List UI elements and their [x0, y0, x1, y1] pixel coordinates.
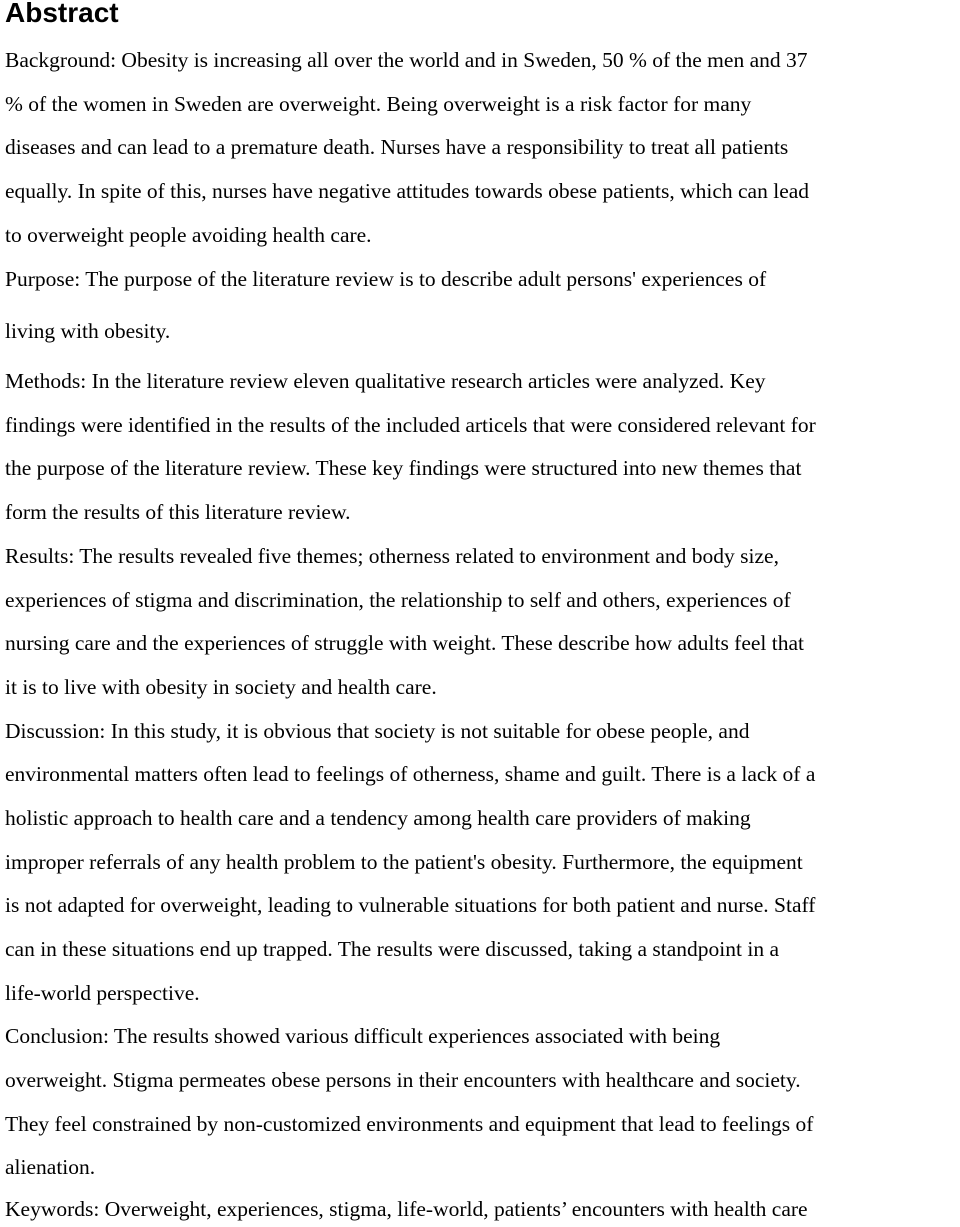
methods-line-1: Methods: In the literature review eleven qualitative research articles were analyzed. Key: [5, 369, 766, 393]
methods-line-2: findings were identified in the results of the included articels that were considered relevant for: [5, 413, 816, 437]
methods-line-4: form the results of this literature review.: [5, 500, 351, 524]
discussion-line-1: Discussion: In this study, it is obvious that society is not suitable for obese people, and: [5, 719, 750, 743]
discussion-line-3: holistic approach to health care and a tendency among health care providers of making: [5, 806, 751, 830]
results-line-1: Results: The results revealed five themes; otherness related to environment and body size,: [5, 544, 779, 568]
background-line-1: Background: Obesity is increasing all over the world and in Sweden, 50 % of the men and 37: [5, 48, 808, 72]
keywords-line: Keywords: Overweight, experiences, stigma, life-world, patients’ encounters with health care: [5, 1197, 808, 1221]
discussion-line-5: is not adapted for overweight, leading to vulnerable situations for both patient and nurse. Staff: [5, 893, 816, 917]
discussion-line-2: environmental matters often lead to feelings of otherness, shame and guilt. There is a lack of a: [5, 762, 816, 786]
conclusion-line-2: overweight. Stigma permeates obese persons in their encounters with healthcare and society.: [5, 1068, 801, 1092]
methods-line-3: the purpose of the literature review. These key findings were structured into new themes that: [5, 456, 802, 480]
abstract-heading: Abstract: [5, 0, 119, 28]
background-line-5: to overweight people avoiding health care.: [5, 223, 372, 247]
results-line-2: experiences of stigma and discrimination, the relationship to self and others, experiences of: [5, 588, 791, 612]
background-line-3: diseases and can lead to a premature death. Nurses have a responsibility to treat all patients: [5, 135, 789, 159]
conclusion-line-3: They feel constrained by non-customized environments and equipment that lead to feelings of: [5, 1112, 814, 1136]
background-line-4: equally. In spite of this, nurses have negative attitudes towards obese patients, which can lead: [5, 179, 810, 203]
results-line-3: nursing care and the experiences of struggle with weight. These describe how adults feel that: [5, 631, 805, 655]
discussion-line-6: can in these situations end up trapped. The results were discussed, taking a standpoint in a: [5, 937, 780, 961]
results-line-4: it is to live with obesity in society and health care.: [5, 675, 437, 699]
purpose-line-2: living with obesity.: [5, 319, 171, 343]
conclusion-line-1: Conclusion: The results showed various difficult experiences associated with being: [5, 1024, 721, 1048]
discussion-line-4: improper referrals of any health problem to the patient's obesity. Furthermore, the equipment: [5, 850, 803, 874]
background-line-2: % of the women in Sweden are overweight. Being overweight is a risk factor for many: [5, 92, 752, 116]
purpose-line-1: Purpose: The purpose of the literature review is to describe adult persons' experiences of: [5, 267, 767, 291]
conclusion-line-4: alienation.: [5, 1155, 96, 1179]
discussion-line-7: life-world perspective.: [5, 981, 200, 1005]
